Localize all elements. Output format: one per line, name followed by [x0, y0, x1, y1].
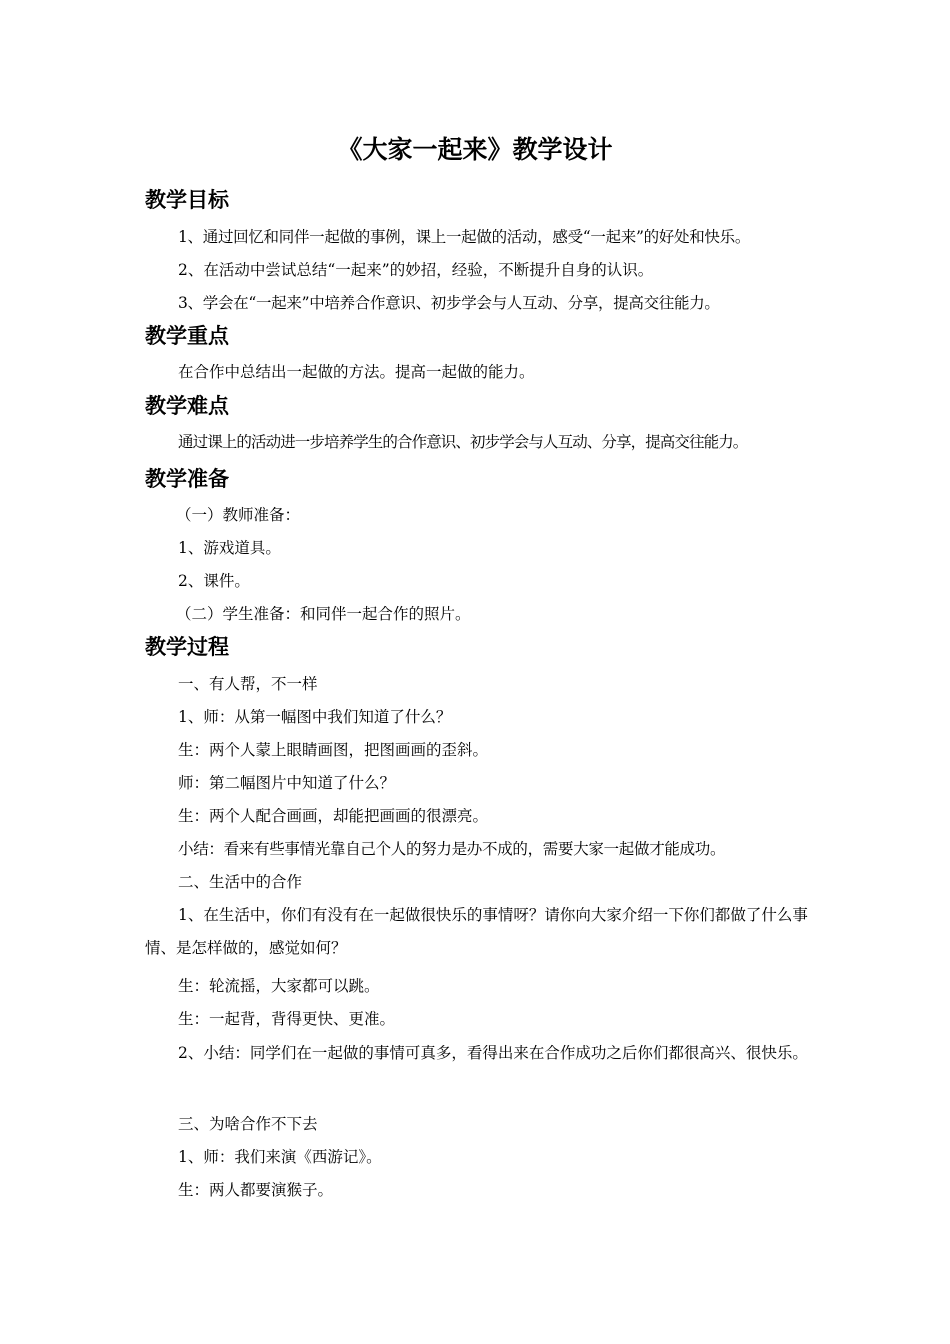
goal-item-1: 1、通过回忆和同伴一起做的事例，课上一起做的活动，感受“一起来”的好处和快乐。 — [178, 228, 751, 246]
heading-key-points: 教学重点 — [145, 324, 229, 348]
process-line: 师：第二幅图片中知道了什么？ — [178, 774, 396, 792]
goal-item-3: 3、学会在“一起来”中培养合作意识、初步学会与人互动、分享，提高交往能力。 — [178, 294, 720, 312]
process-paragraph-1: 1、在生活中，你们有没有在一起做很快乐的事情呀？请你向大家介绍一下你们都做了什么事情、是怎样做的，感觉如何？ — [145, 906, 808, 957]
prep-teacher: （一）教师准备： — [176, 506, 301, 524]
difficulties-text: 通过课上的活动进一步培养学生的合作意识、初步学会与人互动、分享，提高交往能力。 — [178, 433, 748, 451]
goal-item-2: 2、在活动中尝试总结“一起来”的妙招，经验，不断提升自身的认识。 — [178, 261, 654, 279]
heading-goals: 教学目标 — [145, 188, 229, 212]
process-section-1: 一、有人帮，不一样 — [178, 675, 318, 693]
prep-student: （二）学生准备：和同伴一起合作的照片。 — [176, 605, 471, 623]
page-title: 《大家一起来》教学设计 — [337, 135, 613, 164]
heading-difficulties: 教学难点 — [145, 394, 229, 418]
process-section-2: 二、生活中的合作 — [178, 873, 303, 891]
key-points-text: 在合作中总结出一起做的方法。提高一起做的能力。 — [178, 363, 535, 381]
prep-item-1: 1、游戏道具。 — [178, 539, 281, 557]
process-line: 生：两人都要演猴子。 — [178, 1181, 334, 1199]
prep-item-2: 2、课件。 — [178, 572, 250, 590]
heading-preparation: 教学准备 — [145, 467, 229, 491]
heading-process: 教学过程 — [145, 635, 229, 659]
process-line: 生：轮流摇，大家都可以跳。 — [178, 977, 380, 995]
process-line: 生：两个人配合画画，却能把画画的很漂亮。 — [178, 807, 489, 825]
process-section-3: 三、为啥合作不下去 — [178, 1115, 318, 1133]
process-line: 1、师：从第一幅图中我们知道了什么？ — [178, 708, 452, 726]
process-line: 生：一起背，背得更快、更准。 — [178, 1010, 396, 1028]
process-summary: 小结：看来有些事情光靠自己个人的努力是办不成的，需要大家一起做才能成功。 — [178, 840, 726, 858]
process-line: 1、师：我们来演《西游记》。 — [178, 1148, 382, 1166]
process-paragraph-2: 2、小结：同学们在一起做的事情可真多，看得出来在合作成功之后你们都很高兴、很快乐。 — [178, 1044, 808, 1062]
process-line: 生：两个人蒙上眼睛画图，把图画画的歪斜。 — [178, 741, 489, 759]
